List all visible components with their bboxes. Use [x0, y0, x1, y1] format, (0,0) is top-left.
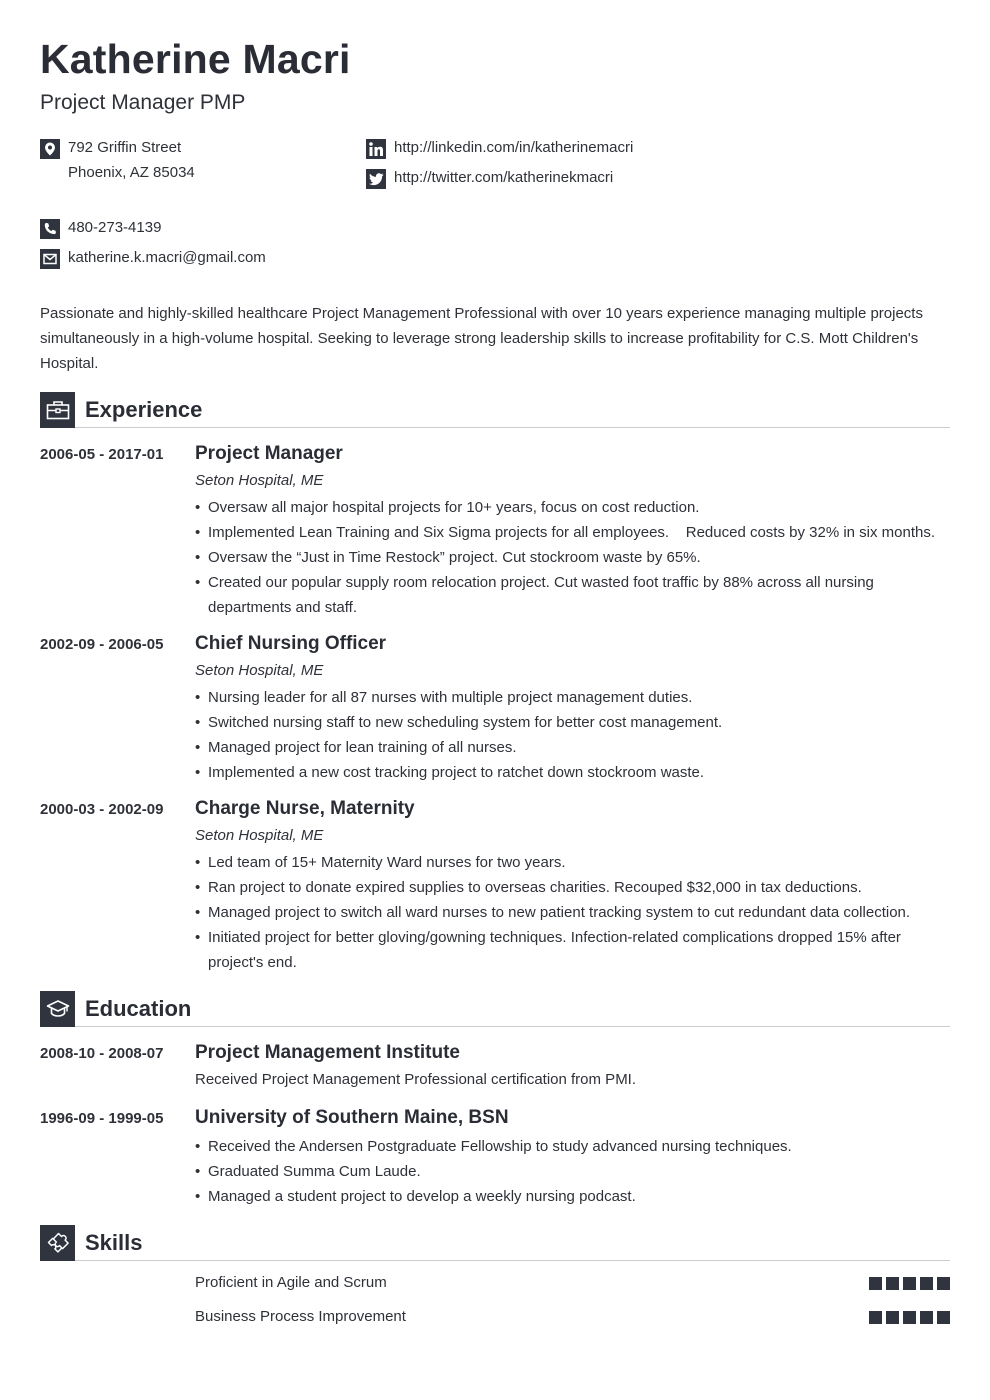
- skill-level-square: [869, 1277, 882, 1290]
- phone-icon: [40, 219, 60, 239]
- skill-rating: [869, 1277, 950, 1290]
- experience-bullets: [195, 850, 940, 975]
- experience-dates: 2006-05 - 2017-01: [40, 446, 164, 463]
- experience-bullet: • Switched nursing staff to new scheduling system for better cost management.: [195, 710, 940, 735]
- education-bullets: [195, 1134, 940, 1209]
- email-address[interactable]: katherine.k.macri@gmail.com: [68, 249, 266, 266]
- skill-level-square: [903, 1311, 916, 1324]
- education-dates: 2008-10 - 2008-07: [40, 1045, 164, 1062]
- twitter-icon: [366, 169, 386, 189]
- education-entry: [40, 1107, 950, 1212]
- candidate-name: Katherine Macri: [40, 36, 351, 82]
- experience-bullet: • Managed project to switch all ward nurses to new patient tracking system to cut redundant data collection.: [195, 900, 940, 925]
- skills-section-header: [40, 1225, 950, 1261]
- briefcase-icon: [40, 392, 75, 428]
- education-dates: 1996-09 - 1999-05: [40, 1110, 164, 1127]
- skill-row: [195, 1274, 950, 1294]
- education-institution: Project Management Institute: [195, 1042, 460, 1063]
- experience-company: Seton Hospital, ME: [195, 472, 324, 489]
- phone-number[interactable]: 480-273-4139: [68, 219, 162, 236]
- skill-level-square: [920, 1311, 933, 1324]
- skill-level-square: [937, 1311, 950, 1324]
- experience-job-title: Project Manager: [195, 443, 343, 464]
- experience-bullet: • Ran project to donate expired supplies to overseas charities. Recouped $32,000 in tax deductions.: [195, 875, 940, 900]
- linkedin-icon: [366, 139, 386, 159]
- experience-bullets: [195, 685, 940, 785]
- address-line-2: Phoenix, AZ 85034: [68, 164, 195, 181]
- experience-entry: [40, 798, 950, 978]
- experience-job-title: Chief Nursing Officer: [195, 633, 387, 654]
- skill-level-square: [886, 1277, 899, 1290]
- education-section-title: Education: [85, 996, 192, 1021]
- section-divider: [75, 427, 950, 428]
- experience-bullet: • Oversaw all major hospital projects for 10+ years, focus on cost reduction.: [195, 495, 940, 520]
- education-bullet: • Managed a student project to develop a weekly nursing podcast.: [195, 1184, 940, 1209]
- skill-rating: [869, 1311, 950, 1324]
- section-divider: [75, 1026, 950, 1027]
- experience-dates: 2000-03 - 2002-09: [40, 801, 164, 818]
- experience-section-title: Experience: [85, 397, 203, 422]
- education-entry: [40, 1042, 950, 1097]
- address-line-1: 792 Griffin Street: [68, 139, 182, 156]
- experience-company: Seton Hospital, ME: [195, 662, 324, 679]
- skill-level-square: [937, 1277, 950, 1290]
- experience-section-header: [40, 392, 950, 428]
- location-pin-icon: [40, 139, 60, 159]
- linkedin-link[interactable]: http://linkedin.com/in/katherinemacri: [394, 139, 634, 156]
- section-divider: [75, 1260, 950, 1261]
- experience-company: Seton Hospital, ME: [195, 827, 324, 844]
- education-description: Received Project Management Professional certification from PMI.: [195, 1071, 637, 1088]
- puzzle-piece-icon: [40, 1225, 75, 1261]
- experience-bullet: • Nursing leader for all 87 nurses with multiple project management duties.: [195, 685, 940, 710]
- twitter-link[interactable]: http://twitter.com/katherinekmacri: [394, 169, 614, 186]
- experience-bullet: • Created our popular supply room relocation project. Cut wasted foot traffic by 88% across all nursing departments and staff.: [195, 570, 940, 620]
- experience-bullets: [195, 495, 940, 620]
- skill-label: Proficient in Agile and Scrum: [195, 1274, 387, 1291]
- experience-entry: [40, 633, 950, 783]
- experience-bullet: • Implemented Lean Training and Six Sigma projects for all employees. Reduced costs by 32% in six months.: [195, 520, 940, 545]
- experience-entry: [40, 443, 950, 623]
- email-icon: [40, 249, 60, 269]
- experience-bullet: • Oversaw the “Just in Time Restock” project. Cut stockroom waste by 65%.: [195, 545, 940, 570]
- skill-label: Business Process Improvement: [195, 1308, 406, 1325]
- graduation-cap-icon: [40, 991, 75, 1027]
- education-bullet: • Graduated Summa Cum Laude.: [195, 1159, 940, 1184]
- education-bullet: • Received the Andersen Postgraduate Fellowship to study advanced nursing techniques.: [195, 1134, 940, 1159]
- candidate-title: Project Manager PMP: [40, 91, 246, 114]
- skills-section-title: Skills: [85, 1230, 143, 1255]
- education-section-header: [40, 991, 950, 1027]
- experience-bullet: • Initiated project for better gloving/gowning techniques. Infection-related complications dropped 15% after project's end.: [195, 925, 940, 975]
- skill-level-square: [869, 1311, 882, 1324]
- profile-summary: Passionate and highly-skilled healthcare Project Management Professional with over 10 years experience managing multiple projects simultaneously in a high-volume hospital. Seeking to leverage strong leadership skills to increase profitability for C.S. Mott Children's Hospital.: [40, 305, 923, 372]
- experience-bullet: • Implemented a new cost tracking project to ratchet down stockroom waste.: [195, 760, 940, 785]
- experience-bullet: • Led team of 15+ Maternity Ward nurses for two years.: [195, 850, 940, 875]
- skill-row: [195, 1308, 950, 1328]
- skill-level-square: [920, 1277, 933, 1290]
- skill-level-square: [886, 1311, 899, 1324]
- experience-dates: 2002-09 - 2006-05: [40, 636, 164, 653]
- experience-job-title: Charge Nurse, Maternity: [195, 798, 415, 819]
- education-institution: University of Southern Maine, BSN: [195, 1107, 509, 1128]
- skill-level-square: [903, 1277, 916, 1290]
- experience-bullet: • Managed project for lean training of all nurses.: [195, 735, 940, 760]
